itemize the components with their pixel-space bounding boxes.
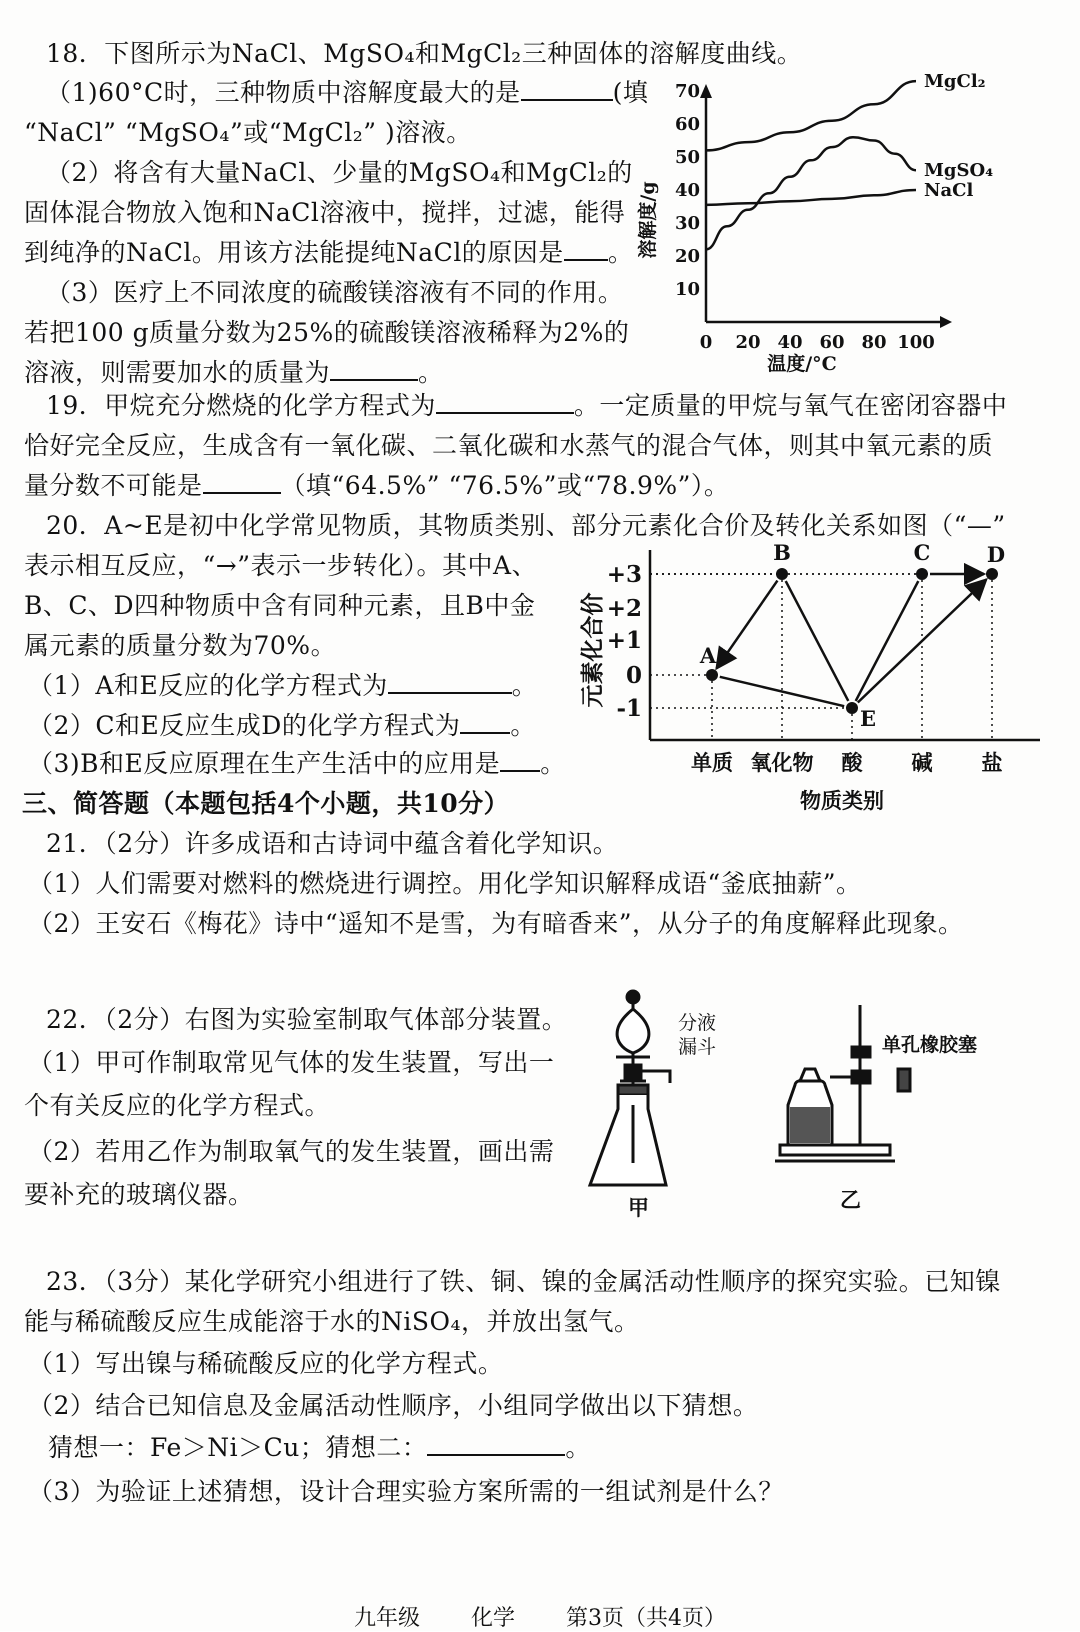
y-axis-label: 溶解度/g <box>637 181 659 259</box>
x-tick-label: 60 <box>819 332 845 353</box>
series-line <box>706 81 916 150</box>
x-axis-arrow <box>940 316 952 328</box>
x-tick-label: 酸 <box>841 750 863 775</box>
section-heading: 三、简答题（本题包括4个小题，共10分） <box>22 789 510 818</box>
answer-blank[interactable] <box>564 237 608 261</box>
point-label: E <box>859 706 877 731</box>
x-tick-label: 盐 <box>981 750 1003 775</box>
q21-part1: （1）人们需要对燃料的燃烧进行调控。用化学知识解释成语“釜底抽薪”。 <box>28 869 862 898</box>
y-axis-arrow <box>700 84 712 98</box>
x-tick-label: 单质 <box>691 750 733 775</box>
separatory-funnel-flask <box>590 991 670 1185</box>
q18-part2-line3: 到纯净的NaCl。用该方法能提纯NaCl的原因是 。 <box>24 238 634 267</box>
point-A <box>706 669 718 681</box>
valence-category-diagram <box>570 540 1060 830</box>
q20-line2: 表示相互反应，“→”表示一步转化）。其中A、 <box>24 551 538 580</box>
answer-blank[interactable] <box>330 357 418 381</box>
y-tick-label: 30 <box>674 213 700 234</box>
q21-part2: （2）王安石《梅花》诗中“遥知不是雪，为有暗香来”，从分子的角度解释此现象。 <box>28 909 964 938</box>
y-tick-label: +1 <box>606 627 642 654</box>
relation-line <box>856 581 919 701</box>
solubility-curve-chart <box>637 71 994 380</box>
footer-subject: 化学 <box>471 1606 516 1631</box>
q22-part2-line1: （2）若用乙作为制取氧气的发生装置，画出需 <box>28 1137 555 1166</box>
series-label: MgCl₂ <box>924 71 986 93</box>
q23-title-line1: 23．（3分）某化学研究小组进行了铁、铜、镍的金属活动性顺序的探究实验。已知镍 <box>46 1267 1001 1296</box>
q19-line1: 19．甲烷充分燃烧的化学方程式为 。一定质量的甲烷与氧气在密闭容器中 <box>46 391 1008 420</box>
q22-part1-line2: 个有关反应的化学方程式。 <box>24 1091 331 1120</box>
x-axis-label: 温度/°C <box>767 353 837 375</box>
q22-part2-line2: 要补充的玻璃仪器。 <box>24 1180 254 1209</box>
chart-ticks <box>675 81 935 353</box>
footer-page: 第3页（共4页） <box>566 1606 727 1631</box>
point-D <box>986 568 998 580</box>
y-tick-label: 20 <box>674 246 700 267</box>
y-tick-label: 70 <box>674 81 700 102</box>
stopper-label: 单孔橡胶塞 <box>882 1034 978 1056</box>
q21-title: 21．（2分）许多成语和古诗词中蕴含着化学知识。 <box>46 829 619 858</box>
funnel-label: 分液 <box>678 1012 717 1034</box>
point-label: B <box>773 540 791 565</box>
x-axis-label: 物质类别 <box>800 788 884 813</box>
q18-part3-line3: 溶液，则需要加水的质量为 。 <box>24 358 444 387</box>
y-tick-label: 50 <box>674 147 700 168</box>
q23-guess: 猜想一：Fe＞Ni＞Cu；猜想二： 。 <box>48 1433 591 1462</box>
series-label: MgSO₄ <box>924 160 994 182</box>
answer-blank[interactable] <box>427 1432 565 1456</box>
y-tick-label: 10 <box>674 279 700 300</box>
yi-label: 乙 <box>840 1187 861 1212</box>
y-tick-label: +3 <box>606 561 642 588</box>
q22-part1-line1: （1）甲可作制取常见气体的发生装置，写出一 <box>28 1048 555 1077</box>
q22-title: 22．（2分）右图为实验室制取气体部分装置。 <box>46 1005 568 1034</box>
q18-part1-options: “NaCl” “MgSO₄”或“MgCl₂” )溶液。 <box>24 118 472 147</box>
footer-grade: 九年级 <box>353 1606 420 1631</box>
relation-arrow <box>858 580 986 703</box>
y-axis-label: 元素化合价 <box>579 592 606 708</box>
apparatus-figure <box>590 985 1010 1225</box>
x-tick-label: 80 <box>861 332 887 353</box>
jia-label: 甲 <box>628 1195 649 1220</box>
q19-line3: 量分数不可能是 （填“64.5%” “76.5%”或“78.9%”）。 <box>24 471 730 500</box>
x-tick-label: 100 <box>897 332 935 353</box>
y-tick-label: -1 <box>616 695 642 722</box>
q20-part1: （1）A和E反应的化学方程式为 。 <box>28 671 538 700</box>
series-line <box>706 190 916 205</box>
q18-title: 18．下图所示为NaCl、MgSO₄和MgCl₂三种固体的溶解度曲线。 <box>46 39 803 68</box>
relation-arrow <box>717 581 778 669</box>
y-tick-label: +2 <box>606 595 642 622</box>
q18-part1: （1)60°C时，三种物质中溶解度最大的是 (填 <box>46 78 649 107</box>
q18-part2-line2: 固体混合物放入饱和NaCl溶液中，搅拌，过滤，能得 <box>24 198 626 227</box>
x-tick-label: 40 <box>777 332 803 353</box>
q23-part1: （1）写出镍与稀硫酸反应的化学方程式。 <box>28 1349 504 1378</box>
q20-line4: 属元素的质量分数为70%。 <box>24 631 337 660</box>
point-label: C <box>913 540 931 565</box>
page-footer <box>0 1606 1080 1632</box>
series-line <box>706 137 916 249</box>
q20-line1: 20．A~E是初中化学常见物质，其物质类别、部分元素化合价及转化关系如图（“—” <box>46 511 1006 540</box>
q23-title-line2: 能与稀硫酸反应生成能溶于水的NiSO₄，并放出氢气。 <box>24 1307 640 1336</box>
answer-blank[interactable] <box>521 77 613 101</box>
relation-line <box>786 581 849 701</box>
answer-blank[interactable] <box>203 470 281 494</box>
y-tick-label: 40 <box>674 180 700 201</box>
chart-series <box>706 71 993 249</box>
diagram-relations <box>717 574 987 706</box>
q20-part2: （2）C和E反应生成D的化学方程式为 。 <box>28 711 536 740</box>
x-tick-label: 碱 <box>911 750 933 775</box>
y-tick-label: 0 <box>625 662 642 689</box>
funnel-label: 漏斗 <box>678 1036 717 1058</box>
alcohol-lamp-stand <box>775 1005 910 1161</box>
q18-part3-line2: 若把100 g质量分数为25%的硫酸镁溶液稀释为2%的 <box>24 318 630 347</box>
series-label: NaCl <box>924 180 974 201</box>
x-tick-label: 20 <box>735 332 761 353</box>
answer-blank[interactable] <box>500 748 540 772</box>
point-label: D <box>986 542 1006 567</box>
point-B <box>776 568 788 580</box>
point-label: A <box>699 643 717 668</box>
y-tick-label: 60 <box>674 114 700 135</box>
q23-part2: （2）结合已知信息及金属活动性顺序，小组同学做出以下猜想。 <box>28 1391 759 1420</box>
diagram-ticks <box>607 561 1003 775</box>
point-C <box>916 568 928 580</box>
point-E <box>846 702 858 714</box>
q18-part2-line1: （2）将含有大量NaCl、少量的MgSO₄和MgCl₂的 <box>46 158 633 187</box>
q20-line3: B、C、D四种物质中含有同种元素，且B中金 <box>24 591 536 620</box>
answer-blank[interactable] <box>388 670 512 694</box>
x-tick-label: 0 <box>699 332 713 353</box>
answer-blank[interactable] <box>460 710 510 734</box>
q20-part3: （3)B和E反应原理在生产生活中的应用是 。 <box>28 749 566 778</box>
diagram-points <box>699 540 1005 731</box>
q18-part3-line1: （3）医疗上不同浓度的硫酸镁溶液有不同的作用。 <box>46 278 624 307</box>
q23-part3: （3）为验证上述猜想，设计合理实验方案所需的一组试剂是什么？ <box>28 1477 784 1506</box>
x-tick-label: 氧化物 <box>750 750 814 775</box>
answer-blank[interactable] <box>436 390 574 414</box>
q19-line2: 恰好完全反应，生成含有一氧化碳、二氧化碳和水蒸气的混合气体，则其中氧元素的质 <box>24 431 994 460</box>
